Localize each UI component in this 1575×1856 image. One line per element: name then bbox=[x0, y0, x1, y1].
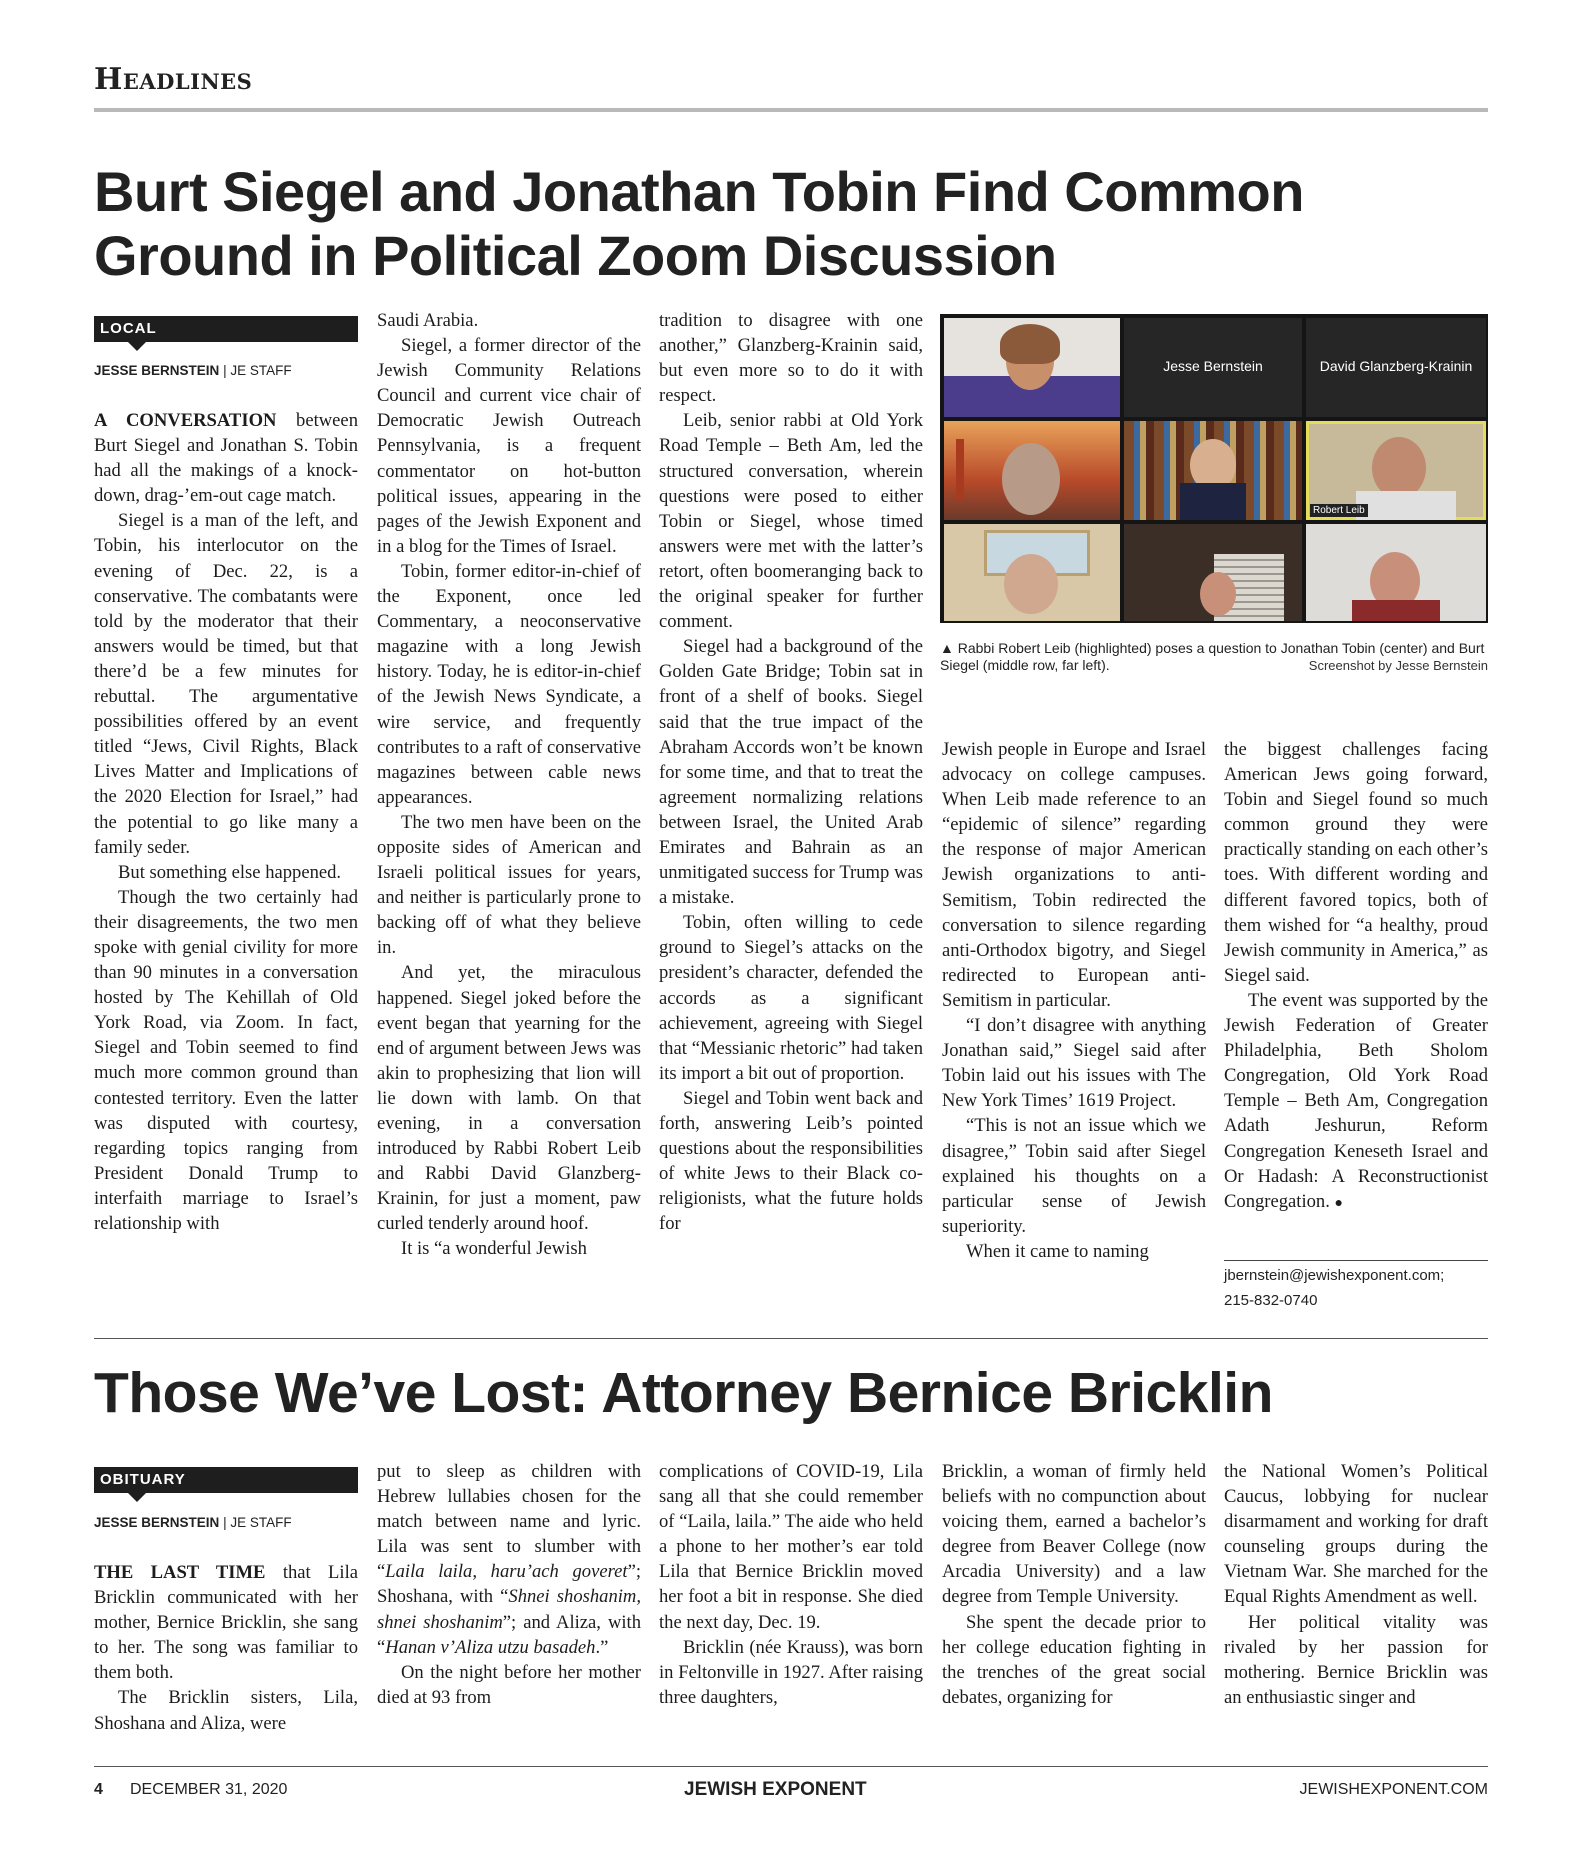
participant-tile bbox=[1306, 524, 1486, 621]
article-2-headline: Those We’ve Lost: Attorney Bernice Bricklin bbox=[94, 1361, 1273, 1425]
zoom-screenshot-photo bbox=[940, 314, 1488, 623]
lead-in: A CONVERSATION bbox=[94, 410, 277, 431]
participant-tile bbox=[1124, 318, 1302, 417]
paragraph: And yet, the miraculous happened. Siegel joked before the event began that yearning for the end of argument between Jews was akin to prophesizing that lion will lie down with lamb. On that evening, in a conversation introduced by Rabbi Robert Leib and Rabbi David Glanzberg-Krainin, for just a moment, paw curled tenderly around hoof. bbox=[377, 962, 641, 1235]
paragraph: The two men have been on the opposite sides of American and Israeli political issues for years, and neither is particularly prone to backing off of what they believe in. bbox=[377, 811, 641, 959]
participant-tile bbox=[1306, 318, 1486, 417]
paragraph: the National Women’s Political Caucus, lobbying for nuclear disarmament and working for draft counseling groups during the Vietnam War. She marched for the Equal Rights Amendment as well. bbox=[1224, 1461, 1488, 1608]
section-header: Headlines bbox=[94, 62, 253, 97]
paragraph: When it came to naming bbox=[966, 1240, 1149, 1262]
paragraph: “I don’t disagree with anything Jonathan said,” Siegel said after Tobin laid out his issues with The New York Times’ 1619 Project. bbox=[942, 1015, 1206, 1112]
article-2-column-3 bbox=[659, 1459, 923, 1710]
paragraph: Though the two certainly had their disagreements, the two men spoke with genial civility for more than 90 minutes in a conversation hosted by The Kehillah of Old York Road, via Zoom. In fact, Siegel and Tobin seemed to find much more common ground than contested territory. Even the latter was disputed with courtesy, regarding topics ranging from President Donald Trump to interfaith marriage to Israel’s relationship with bbox=[94, 886, 358, 1234]
paragraph: Tobin, often willing to cede ground to Siegel’s attacks on the president’s character, defended the accords as a significant achievement, agreeing with Siegel that “Messianic rhetoric” had taken its import a bit out of proportion. bbox=[659, 912, 923, 1084]
author-contact bbox=[1224, 1263, 1488, 1313]
paragraph: Siegel, a former director of the Jewish Community Relations Council and current vice chair of Democratic Jewish Outreach Pennsylvania, is a frequent commentator on hot-button political issues, appearing in the pages of the Jewish Exponent and in a blog for the Times of Israel. bbox=[377, 335, 641, 557]
lead-in: THE LAST TIME bbox=[94, 1562, 266, 1583]
paragraph: Saudi Arabia. bbox=[377, 310, 479, 331]
article-1-column-5 bbox=[1224, 737, 1488, 1216]
article-1-column-1: A CONVERSATION between Burt Siegel and Jonathan S. Tobin had all the makings of a knock-down, drag-’em-out cage match. Siegel is a man of the left, and Tobin, his interlocutor on the evening of Dec. 22, is a conservative. The combatants were told by the moderator that their answers would be timed, but that there’d be a few minutes for rebuttal. The argumentative possibilities offered by an event titled “Jews, Civil Rights, Black Lives Matter and Implications of the 2020 Election for Israel,” had the potential to go like many a family seder. But something else happened. Though the two certainly had their disagreements, the two men spoke with genial civility for more than 90 minutes in a conversation hosted by The Kehillah of Old York Road, via Zoom. In fact, Siegel and Tobin seemed to find much more common ground than contested territory. Even the latter was disputed with courtesy, regarding topics ranging from President Donald Trump to interfaith marriage to Israel’s relationship with bbox=[94, 408, 358, 1236]
end-of-article-mark: ● bbox=[1334, 1195, 1343, 1211]
article-1-byline: JESSE BERNSTEIN | JE STAFF bbox=[94, 363, 292, 378]
paragraph: She spent the decade prior to her college education fighting in the trenches of the great social debates, organizing for bbox=[942, 1611, 1206, 1708]
paragraph: tradition to disagree with one another,” Glanzberg-Krainin said, but even more so to do it with respect. bbox=[659, 310, 923, 407]
article-2-column-5 bbox=[1224, 1459, 1488, 1710]
article-divider bbox=[94, 1338, 1488, 1339]
contact-rule bbox=[1224, 1260, 1488, 1261]
paragraph: On the night before her mother died at 93 from bbox=[377, 1661, 641, 1708]
footer-rule bbox=[94, 1766, 1488, 1767]
article-2-column-4 bbox=[942, 1459, 1206, 1710]
paragraph: “This is not an issue which we disagree,” Tobin said after Siegel explained his thoughts on a particular sense of Jewish superiority. bbox=[942, 1115, 1206, 1237]
paragraph: Bricklin (née Krauss), was born in Feltonville in 1927. After raising three daughters, bbox=[659, 1636, 923, 1708]
participant-name-label: David Glanzberg-Krainin bbox=[1319, 358, 1473, 374]
article-2-category-tag: OBITUARY bbox=[94, 1467, 358, 1493]
paragraph: The Bricklin sisters, Lila, Shoshana and Aliza, were bbox=[94, 1687, 358, 1734]
paragraph: The event was supported by the Jewish Federation of Greater Philadelphia, Beth Sholom Congregation, Old York Road Temple – Beth Am, Congregation Adath Jeshurun, Reform Congregation Keneseth Israel and Or Hadash: A Reconstructionist Congregation. bbox=[1224, 989, 1488, 1212]
paragraph: Siegel and Tobin went back and forth, answering Leib’s pointed questions about the responsibilities of white Jews to their Black co-religionists, what the future holds for bbox=[659, 1087, 923, 1235]
paragraph: Leib, senior rabbi at Old York Road Temple – Beth Am, led the structured conversation, wherein questions were posed to either Tobin or Siegel, whose timed answers were met with the latter’s retort, often boomeranging back to the original speaker for further comment. bbox=[659, 410, 923, 633]
issue-date: DECEMBER 31, 2020 bbox=[130, 1781, 288, 1798]
participant-tile bbox=[944, 318, 1120, 417]
header-rule bbox=[94, 108, 1488, 112]
publication-website: JEWISHEXPONENT.COM bbox=[1299, 1781, 1488, 1798]
participant-tile bbox=[1124, 524, 1302, 621]
paragraph: But something else happened. bbox=[118, 861, 342, 883]
author-email: jbernstein@jewishexponent.com; bbox=[1224, 1267, 1445, 1284]
article-2-byline: JESSE BERNSTEIN | JE STAFF bbox=[94, 1515, 292, 1530]
paragraph: Her political vitality was rivaled by her passion for mothering. Bernice Bricklin was an enthusiastic singer and bbox=[1224, 1611, 1488, 1708]
tag-notch bbox=[128, 342, 146, 351]
participant-name-label: Jesse Bernstein bbox=[1163, 358, 1263, 374]
participant-tile bbox=[944, 524, 1120, 621]
paragraph: Jewish people in Europe and Israel advocacy on college campuses. When Leib made reference to an “epidemic of silence” regarding the response of major American Jewish organizations to anti-Semitism, Tobin redirected the conversation to silence regarding anti-Orthodox bigotry, and Siegel redirected to European anti-Semitism in particular. bbox=[942, 739, 1206, 1011]
publication-name: JEWISH EXPONENT bbox=[684, 1779, 867, 1800]
article-1-column-4 bbox=[942, 737, 1206, 1264]
paragraph: Siegel had a background of the Golden Gate Bridge; Tobin sat in front of a shelf of books. Siegel said that the true impact of the Abraham Accords won’t be known for some time, and that to treat the agreement normalizing relations between Israel, the United Arab Emirates and Bahrain as an unmitigated success for Trump was a mistake. bbox=[659, 636, 923, 909]
paragraph: complications of COVID-19, Lila sang all that she could remember of “Laila, laila.” The aide who held a phone to her mother’s ear told Lila that Bernice Bricklin moved her foot a bit in response. She died the next day, Dec. 19. bbox=[659, 1461, 923, 1633]
paragraph: It is “a wonderful Jewish bbox=[401, 1238, 587, 1260]
photo-caption: ▲ Rabbi Robert Leib (highlighted) poses a question to Jonathan Tobin (center) and Burt Siegel (middle row, far left). Screenshot by Jesse Bernstein bbox=[940, 640, 1488, 673]
participant-tile bbox=[1124, 421, 1302, 520]
participant-name-tag: Robert Leib bbox=[1310, 504, 1368, 517]
article-2-column-1: THE LAST TIME that Lila Bricklin communicated with her mother, Bernice Bricklin, she sang to her. The song was familiar to them both. The Bricklin sisters, Lila, Shoshana and Aliza, were bbox=[94, 1560, 358, 1736]
participant-tile-highlighted bbox=[1306, 421, 1486, 520]
tag-notch bbox=[128, 1493, 146, 1502]
page-number: 4 bbox=[94, 1781, 103, 1798]
article-2-column-2: put to sleep as children with Hebrew lullabies chosen for the match between name and lyric. Lila was sent to slumber with “Laila laila, haru’ach goveret”; Shoshana, with “Shnei shoshanim, shnei shoshanim”; and Aliza, with “Hanan v’Aliza utzu basadeh.” On the night before her mother died at 93 from bbox=[377, 1459, 641, 1710]
article-1-category-tag: LOCAL bbox=[94, 316, 358, 342]
photo-credit: Screenshot by Jesse Bernstein bbox=[1308, 658, 1488, 673]
article-1-column-2 bbox=[377, 308, 641, 1262]
article-1-column-3 bbox=[659, 308, 923, 1236]
paragraph: Bricklin, a woman of firmly held beliefs with no compunction about voicing them, earned a bachelor’s degree from Beaver College (now Arcadia University) and a law degree from Temple University. bbox=[942, 1461, 1206, 1608]
paragraph: the biggest challenges facing American Jews going forward, Tobin and Siegel found so much common ground they were practically standing on each other’s toes. With different wording and different favored topics, both of them wished for “a healthy, proud Jewish community in America,” as Siegel said. bbox=[1224, 739, 1489, 986]
caption-triangle-icon: ▲ bbox=[940, 640, 954, 656]
article-1-headline: Burt Siegel and Jonathan Tobin Find Common Ground in Political Zoom Discussion bbox=[94, 160, 1304, 287]
paragraph: Tobin, former editor-in-chief of the Exponent, once led Commentary, a neoconservative magazine with a long Jewish history. Today, he is editor-in-chief of the Jewish News Syndicate, a wire service, and frequently contributes to a raft of conservative magazines between cable news appearances. bbox=[377, 560, 641, 808]
participant-tile bbox=[944, 421, 1120, 520]
paragraph: Siegel is a man of the left, and Tobin, his interlocutor on the evening of Dec. 22, is a conservative. The combatants were told by the moderator that their answers would be timed, but that there’d be a few minutes for rebuttal. The argumentative possibilities offered by an event titled “Jews, Civil Rights, Black Lives Matter and Implications of the 2020 Election for Israel,” had the potential to go like many a family seder. bbox=[94, 510, 358, 858]
author-phone: 215-832-0740 bbox=[1224, 1292, 1318, 1309]
